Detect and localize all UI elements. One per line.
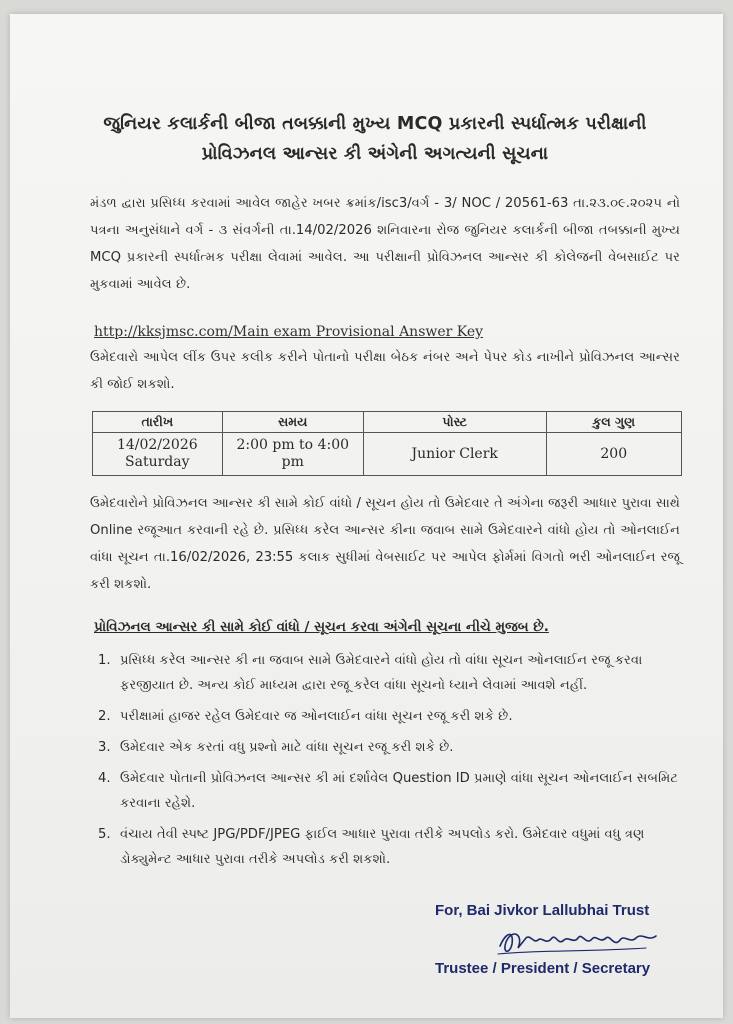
- instructions-heading: પ્રોવિઝનલ આન્સર કી સામે કોઈ વાંધો / સૂચન કરવા અંગેની સૂચના નીચે મુજબ છે.: [94, 619, 549, 635]
- signature-designation: Trustee / President / Secretary: [435, 960, 651, 977]
- exam-info-table: [92, 411, 682, 476]
- heading-line-2: પ્રોવિઝનલ આન્સર કી અંગેની અગત્યની સૂચના: [201, 144, 549, 164]
- header-marks: કુલ ગુણ: [546, 412, 681, 433]
- header-time: સમય: [222, 412, 363, 433]
- list-item-number: 5.: [98, 827, 111, 842]
- notice-page: [10, 14, 723, 1018]
- list-item: [98, 766, 688, 816]
- cell-marks: 200: [546, 433, 681, 476]
- cell-post: Junior Clerk: [363, 433, 546, 476]
- answer-key-link[interactable]: http://kksjmsc.com/Main exam Provisional Answer Key: [94, 324, 484, 340]
- list-item: [98, 735, 688, 760]
- heading-line-1: જુનિયર કલાર્કની બીજા તબક્કાની મુખ્ય MCQ પ્રકારની સ્પર્ધાત્મક પરીક્ષાની: [103, 114, 647, 134]
- list-item-number: 3.: [98, 740, 111, 755]
- list-item-text: ઉમેદવાર પોતાની પ્રોવિઝનલ આન્સર કી માં દર્શાવેલ Question ID પ્રમાણે વાંધા સૂચન ઓનલાઈન સબમિટ કરવાના રહેશે.: [120, 771, 679, 811]
- list-item-number: 2.: [98, 709, 111, 724]
- list-item-text: પ્રસિધ્ધ કરેલ આન્સર કી ના જવાબ સામે ઉમેદવારને વાંધો હોય તો વાંધા સૂચન ઓનલાઈન રજૂ કરવા ફરજીયાત છે. અન્ય કોઈ માધ્યમ દ્વારા રજૂ કરેલ વાંધા સૂચનો ધ્યાને લેવામાં આવશે નહીં.: [120, 653, 643, 693]
- table-row: [93, 433, 682, 476]
- handwritten-signature: [496, 924, 666, 960]
- cell-date-day: Saturday: [125, 454, 190, 470]
- list-item: [98, 704, 688, 729]
- list-item-text: વંચાય તેવી સ્પષ્ટ JPG/PDF/JPEG ફાઈલ આધાર પુરાવા તરીકે અપલોડ કરો. ઉમેદવાર વધુમાં વધુ ત્રણ ડોક્યુમેન્ટ આધાર પુરાવા તરીકે અપલોડ કરી શકશો.: [120, 827, 645, 867]
- list-item-text: પરીક્ષામાં હાજર રહેલ ઉમેદવાર જ ઓનલાઈન વાંધા સૂચન રજૂ કરી શકે છે.: [120, 709, 513, 724]
- list-item: [98, 648, 688, 698]
- header-post: પોસ્ટ: [363, 412, 546, 433]
- cell-time: 2:00 pm to 4:00 pm: [222, 433, 363, 476]
- list-item: [98, 822, 688, 872]
- table-header-row: [93, 412, 682, 433]
- list-item-number: 1.: [98, 653, 111, 668]
- cell-date-value: 14/02/2026: [116, 437, 198, 453]
- list-item-text: ઉમેદવાર એક કરતાં વધુ પ્રશ્નો માટે વાંધા સૂચન રજૂ કરી શકે છે.: [120, 740, 454, 755]
- cell-date: [93, 433, 223, 476]
- instructions-list: [98, 648, 688, 878]
- header-date: તારીખ: [93, 412, 223, 433]
- objection-paragraph: ઉમેદવારોને પ્રોવિઝનલ આન્સર કી સામે કોઈ વાંધો / સૂચન હોય તો ઉમેદવાર તે અંગેના જરૂરી આધાર પુરાવા સાથે Online રજૂઆત કરવાની રહે છે. પ્રસિધ્ધ કરેલ આન્સર કીના જવાબ સામે ઉમેદવારને વાંધો હોય તો ઓનલાઈન વાંધા સૂચન તા.16/02/2026, 23:55 કલાક સુધીમાં વેબસાઈટ પર આપેલ ફોર્મમાં વિગતો ભરી ઓનલાઈન રજૂ કરી શકશો.: [90, 496, 680, 592]
- list-item-number: 4.: [98, 771, 111, 786]
- intro-paragraph: મંડળ દ્વારા પ્રસિધ્ધ કરવામાં આવેલ જાહેર ખબર ક્રમાંક/isc3/વર્ગ - 3/ NOC / 20561-63 તા.૨૩.૦૯.૨૦૨૫ નો પત્રના અનુસંધાને વર્ગ - ૩ સંવર્ગની તા.14/02/2026 શનિવારના રોજ જુનિયર કલાર્કની બીજા તબક્કાની મુખ્ય MCQ પ્રકારની સ્પર્ધાત્મક પરીક્ષા લેવામાં આવેલ. આ પરીક્ષાની પ્રોવિઝનલ આન્સર કી કોલેજની વેબસાઈટ પર મુકવામાં આવેલ છે.: [90, 196, 680, 292]
- link-instruction: ઉમેદવારો આપેલ લીંક ઉપર કલીક કરીને પોતાનો પરીક્ષા બેઠક નંબર અને પેપર કોડ નાખીને પ્રોવિઝનલ આન્સર કી જોઈ શકશો.: [90, 350, 680, 392]
- signature-org: For, Bai Jivkor Lallubhai Trust: [435, 902, 650, 919]
